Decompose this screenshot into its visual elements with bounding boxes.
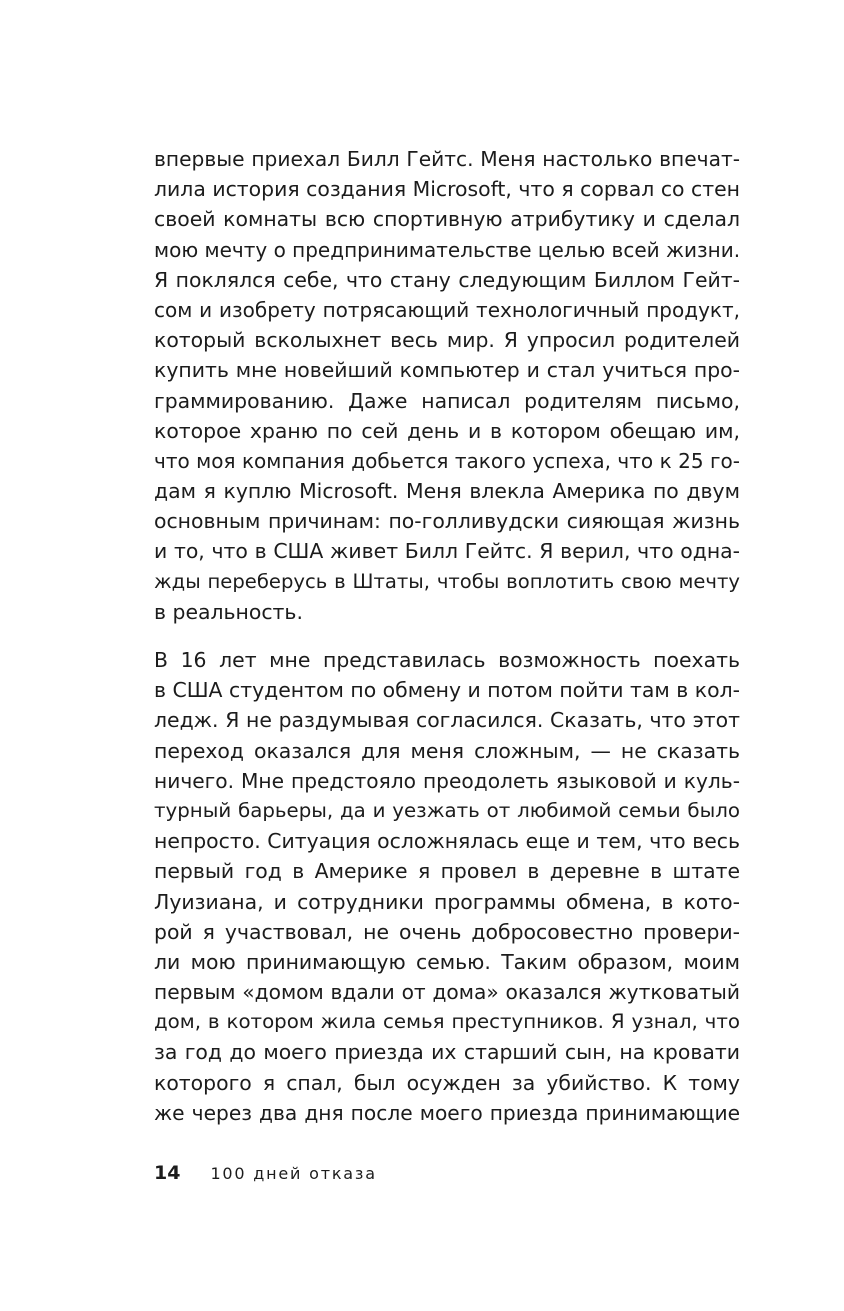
text-line: Я поклялся себе, что стану следующим Биллом Гейт- [154, 267, 740, 292]
text-line: ледж. Я не раздумывая согласился. Сказать, что этот [154, 708, 740, 733]
text-line: которого я спал, был осужден за убийство. К тому [154, 1070, 740, 1095]
text-line: ничего. Мне предстояло преодолеть языковой и куль- [154, 768, 740, 793]
text-line: рой я участвовал, не очень добросовестно провери- [154, 919, 740, 944]
paragraph-1 [154, 144, 740, 627]
text-line: граммированию. Даже написал родителям письмо, [154, 388, 740, 413]
text-line: лила история создания Microsoft, что я сорвал со стен [154, 177, 740, 202]
text-line: за год до моего приезда их старший сын, на кровати [154, 1040, 740, 1065]
text-line: переход оказался для меня сложным, — не сказать [154, 738, 740, 763]
text-line: купить мне новейший компьютер и стал учиться про- [154, 358, 740, 383]
text-line: мою мечту о предпринимательстве целью всей жизни. [154, 237, 741, 262]
text-line: в США студентом по обмену и потом пойти там в кол- [154, 678, 740, 703]
text-line: первый год в Америке я провел в деревне в штате [154, 859, 740, 884]
text-line: дам я куплю Microsoft. Меня влекла Америка по двум [154, 479, 740, 504]
text-line: сом и изобрету потрясающий технологичный продукт, [154, 297, 740, 322]
text-line: которое храню по сей день и в котором обещаю им, [154, 418, 740, 443]
text-line: В 16 лет мне представилась возможность поехать [154, 648, 740, 672]
text-line: дом, в котором жила семья преступников. Я узнал, что [154, 1010, 740, 1034]
text-line: ли мою принимающую семью. Таким образом, моим [154, 949, 740, 974]
text-line: жды переберусь в Штаты, чтобы воплотить свою мечту [154, 569, 740, 593]
page-number: 14 [154, 1162, 181, 1184]
text-line: который всколыхнет весь мир. Я упросил родителей [154, 328, 740, 353]
text-line: непросто. Ситуация осложнялась еще и тем, что весь [154, 829, 740, 854]
text-line: впервые приехал Билл Гейтс. Меня настолько впечат- [154, 147, 740, 171]
running-title: 100 дней отказа [210, 1164, 377, 1183]
text-line: своей комнаты всю спортивную атрибутику и сделал [154, 207, 740, 232]
text-line: же через два дня после моего приезда принимающие [154, 1100, 740, 1125]
text-line: что моя компания добьется такого успеха, что к 25 го- [154, 448, 740, 473]
text-line: турный барьеры, да и уезжать от любимой семьи было [154, 798, 740, 822]
text-line: первым «домом вдали от дома» оказался жутковатый [154, 980, 740, 1005]
text-line: Луизиана, и сотрудники программы обмена, в кото- [154, 889, 740, 914]
text-line: и то, что в США живет Билл Гейтс. Я верил, что одна- [154, 539, 740, 564]
text-line: в реальность. [154, 599, 303, 624]
page-footer [154, 1162, 377, 1190]
text-line: основным причинам: по-голливудски сияющая жизнь [154, 509, 740, 534]
paragraph-2 [154, 645, 740, 1128]
